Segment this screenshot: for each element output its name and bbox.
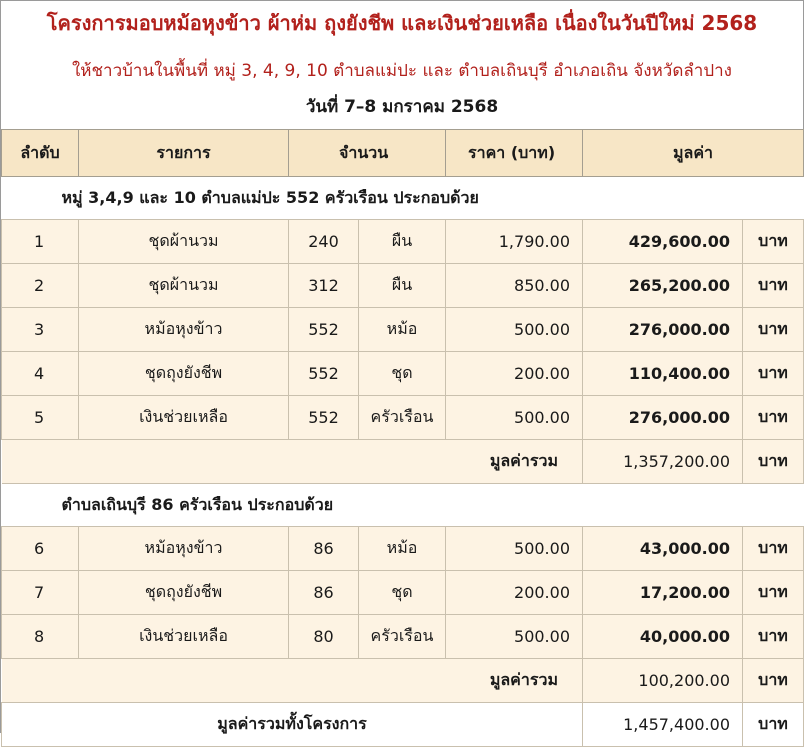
grand-total-row: [2, 703, 804, 747]
row-quantity: 552: [289, 308, 359, 352]
row-value: 43,000.00: [583, 527, 743, 571]
row-number: 4: [2, 352, 79, 396]
row-quantity: 240: [289, 220, 359, 264]
group-heading-row: [2, 177, 804, 220]
row-item-name: หม้อหุงข้าว: [79, 308, 289, 352]
row-price: 850.00: [446, 264, 583, 308]
row-price: 500.00: [446, 396, 583, 440]
row-unit: ชุด: [359, 571, 446, 615]
group-heading: ตำบลเถินบุรี 86 ครัวเรือน ประกอบด้วย: [2, 484, 804, 527]
row-value: 429,600.00: [583, 220, 743, 264]
row-quantity: 312: [289, 264, 359, 308]
row-item-name: ชุดถุงยังชีพ: [79, 352, 289, 396]
table-row: [2, 396, 804, 440]
row-unit: หม้อ: [359, 527, 446, 571]
row-number: 7: [2, 571, 79, 615]
table-row: [2, 615, 804, 659]
row-currency: บาท: [743, 571, 804, 615]
row-price: 500.00: [446, 615, 583, 659]
row-unit: ครัวเรือน: [359, 615, 446, 659]
row-quantity: 552: [289, 352, 359, 396]
row-currency: บาท: [743, 264, 804, 308]
row-item-name: เงินช่วยเหลือ: [79, 615, 289, 659]
table-row: [2, 264, 804, 308]
row-currency: บาท: [743, 220, 804, 264]
subtotal-currency: บาท: [743, 440, 804, 484]
row-number: 5: [2, 396, 79, 440]
subtotal-label: มูลค่ารวม: [2, 440, 583, 484]
title-block: [1, 1, 803, 129]
row-value: 276,000.00: [583, 396, 743, 440]
row-quantity: 86: [289, 571, 359, 615]
col-header-item: รายการ: [79, 130, 289, 177]
items-table: [1, 129, 804, 747]
row-item-name: ชุดถุงยังชีพ: [79, 571, 289, 615]
row-value: 110,400.00: [583, 352, 743, 396]
row-item-name: ชุดผ้านวม: [79, 220, 289, 264]
row-item-name: หม้อหุงข้าว: [79, 527, 289, 571]
col-header-price: ราคา (บาท): [446, 130, 583, 177]
row-number: 2: [2, 264, 79, 308]
row-number: 6: [2, 527, 79, 571]
row-number: 1: [2, 220, 79, 264]
row-price: 500.00: [446, 308, 583, 352]
row-currency: บาท: [743, 308, 804, 352]
row-unit: หม้อ: [359, 308, 446, 352]
row-unit: ครัวเรือน: [359, 396, 446, 440]
row-currency: บาท: [743, 352, 804, 396]
row-currency: บาท: [743, 396, 804, 440]
grand-total-label: มูลค่ารวมทั้งโครงการ: [2, 703, 583, 747]
table-header-row: [2, 130, 804, 177]
document-subtitle: ให้ชาวบ้านในพื้นที่ หมู่ 3, 4, 9, 10 ตำบลแม่ปะ และ ตำบลเถินบุรี อำเภอเถิน จังหวัดลำปาง: [72, 61, 732, 81]
row-value: 276,000.00: [583, 308, 743, 352]
row-item-name: ชุดผ้านวม: [79, 264, 289, 308]
col-header-no: ลำดับ: [2, 130, 79, 177]
col-header-value: มูลค่า: [583, 130, 804, 177]
row-currency: บาท: [743, 615, 804, 659]
table-row: [2, 220, 804, 264]
table-row: [2, 527, 804, 571]
document-title: โครงการมอบหม้อหุงข้าว ผ้าห่ม ถุงยังชีพ และเงินช่วยเหลือ เนื่องในวันปีใหม่ 2568: [46, 11, 758, 35]
document-date: วันที่ 7–8 มกราคม 2568: [305, 97, 499, 117]
grand-total-currency: บาท: [743, 703, 804, 747]
subtotal-label: มูลค่ารวม: [2, 659, 583, 703]
subtotal-currency: บาท: [743, 659, 804, 703]
row-price: 500.00: [446, 527, 583, 571]
table-row: [2, 308, 804, 352]
row-quantity: 86: [289, 527, 359, 571]
subtotal-row: [2, 440, 804, 484]
row-value: 40,000.00: [583, 615, 743, 659]
group-heading: หมู่ 3,4,9 และ 10 ตำบลแม่ปะ 552 ครัวเรือน ประกอบด้วย: [2, 177, 804, 220]
row-currency: บาท: [743, 527, 804, 571]
row-item-name: เงินช่วยเหลือ: [79, 396, 289, 440]
row-number: 3: [2, 308, 79, 352]
row-unit: ชุด: [359, 352, 446, 396]
subtotal-value: 100,200.00: [583, 659, 743, 703]
table-body: [2, 177, 804, 747]
group-heading-row: [2, 484, 804, 527]
row-number: 8: [2, 615, 79, 659]
row-price: 200.00: [446, 352, 583, 396]
row-quantity: 552: [289, 396, 359, 440]
subtotal-row: [2, 659, 804, 703]
grand-total-value: 1,457,400.00: [583, 703, 743, 747]
row-value: 17,200.00: [583, 571, 743, 615]
subtotal-value: 1,357,200.00: [583, 440, 743, 484]
row-price: 200.00: [446, 571, 583, 615]
row-price: 1,790.00: [446, 220, 583, 264]
row-unit: ผืน: [359, 264, 446, 308]
row-value: 265,200.00: [583, 264, 743, 308]
row-quantity: 80: [289, 615, 359, 659]
table-row: [2, 571, 804, 615]
col-header-quantity: จำนวน: [289, 130, 446, 177]
table-row: [2, 352, 804, 396]
row-unit: ผืน: [359, 220, 446, 264]
